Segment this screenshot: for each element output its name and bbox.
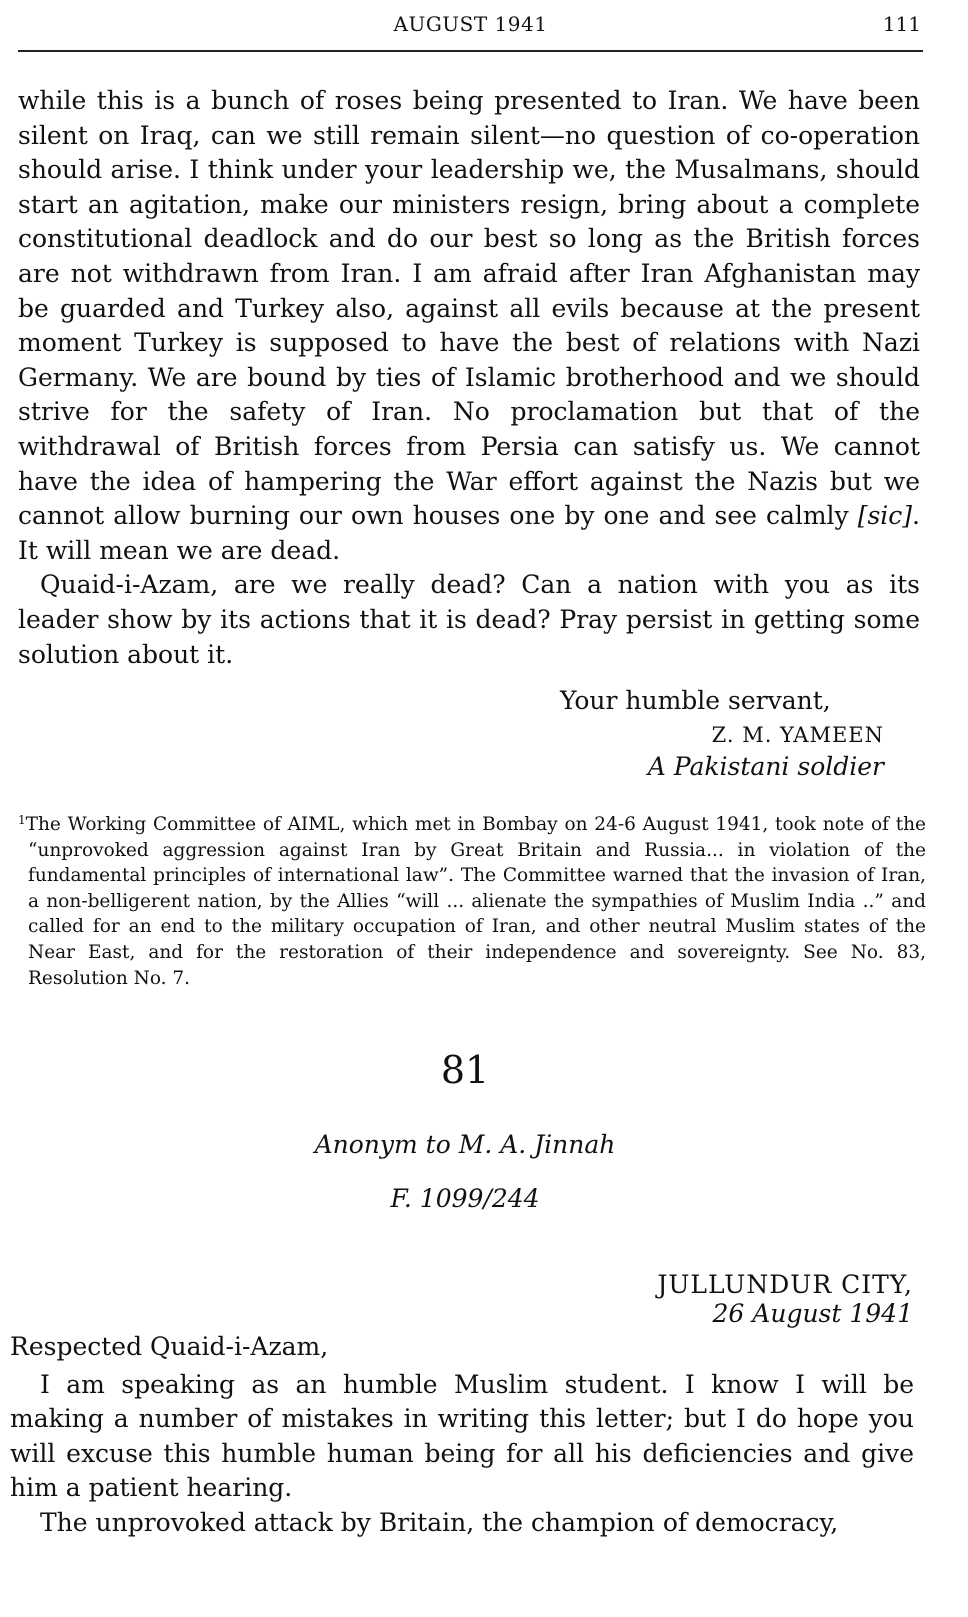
running-title: AUGUST 1941 <box>393 12 548 36</box>
footnote-marker: 1 <box>18 813 26 827</box>
letter-paragraph: The unprovoked attack by Britain, the champion of democracy, <box>40 1507 839 1537</box>
letter-continuation <box>18 84 920 672</box>
footnote-text: The Working Committee of AIML, which met in Bombay on 24-6 August 1941, took note of the “unprovoked aggression against Iran by Great Britain and Russia... in violation of the fundamental principles of international law”. The Committee warned that the invasion of Iran, a non-belligerent nation, by the Allies “will ... alienate the sympathies of Muslim India ..” and called for an end to the military occupation of Iran, and other neutral Muslim states of the Near East, and for the restoration of their independence and sovereignty. See No. 83, Resolution No. 7. <box>25 814 926 989</box>
page-number: 111 <box>882 12 921 36</box>
document-number: 81 <box>440 1048 490 1092</box>
sic-note: [sic] <box>857 501 913 531</box>
salutation: Respected Quaid-i-Azam, <box>10 1332 329 1361</box>
letter-paragraph: I am speaking as an humble Muslim student. I know I will be making a number of mistakes in writing this letter; but I do hope you will excuse this humble human being for all his deficiencies and give him a patient hearing. <box>10 1370 914 1503</box>
letter-paragraph: while this is a bunch of roses being presented to Iran. We have been silent on Iraq, can we still remain silent—no question of co-operation should arise. I think under your leadership we, the Musalmans, should start an agitation, make our ministers resign, bring about a complete constitutional deadlock and do our best so long as the British forces are not withdrawn from Iran. I am afraid after Iran Afghanistan may be guarded and Turkey also, against all evils because at the present moment Turkey is supposed to have the best of relations with Nazi Germany. We are bound by ties of Islamic brotherhood and we should strive for the safety of Iran. No proclamation but that of the withdrawal of British forces from Persia can satisfy us. We cannot have the idea of hampering the War effort against the Nazis but we cannot allow burning our own houses one by one and see calmly [sic]. It will mean we are dead. <box>18 86 920 565</box>
dateline-place: JULLUNDUR CITY, <box>657 1270 913 1299</box>
running-header <box>18 8 923 44</box>
letter-body <box>10 1368 914 1540</box>
header-rule <box>18 50 923 52</box>
letter-paragraph: Quaid-i-Azam, are we really dead? Can a nation with you as its leader show by its actions that it is dead? Pray persist in getting some solution about it. <box>18 570 920 669</box>
dateline-date: 26 August 1941 <box>712 1299 913 1328</box>
signatory-title: A Pakistani soldier <box>647 752 884 781</box>
signatory-name: Z. M. YAMEEN <box>711 723 884 747</box>
file-reference: F. 1099/244 <box>390 1184 540 1213</box>
footnote <box>18 808 926 991</box>
letter-closing: Your humble servant, <box>560 686 831 715</box>
document-heading: Anonym to M. A. Jinnah <box>314 1130 616 1159</box>
